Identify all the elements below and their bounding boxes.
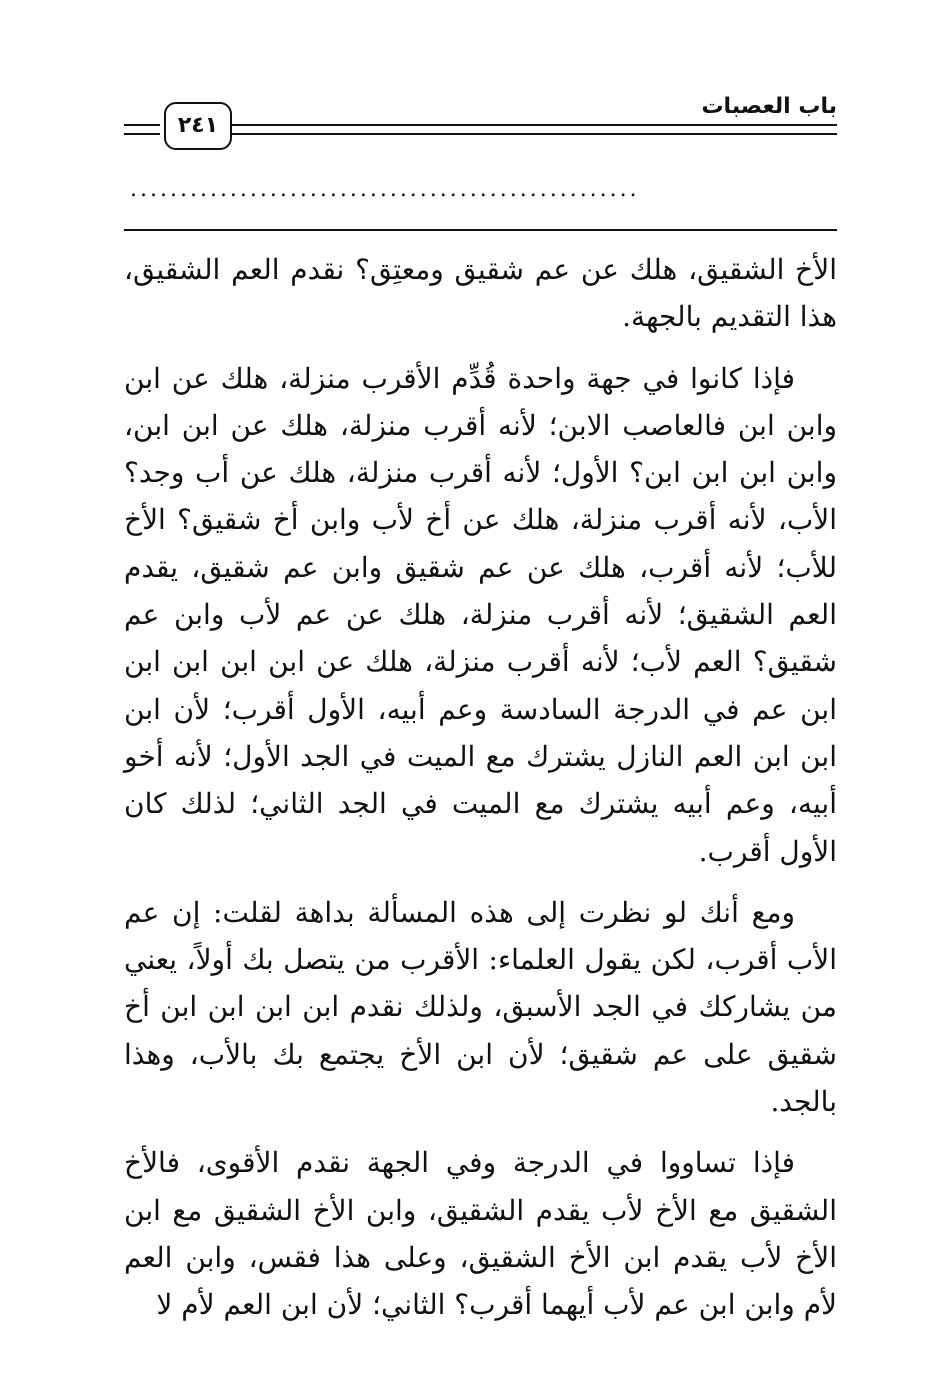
page-header	[124, 92, 837, 152]
paragraph-2: فإذا كانوا في جهة واحدة قُدِّم الأقرب منزلة، هلك عن ابن وابن ابن فالعاصب الابن؛ لأنه أقرب منزلة، هلك عن ابن ابن، وابن ابن ابن ابن؟ الأول؛ لأنه أقرب منزلة، هلك عن أب وجد؟ الأب، لأنه أقرب منزلة، هلك عن أخ لأب وابن أخ شقيق؟ الأخ للأب؛ لأنه أقرب، هلك عن عم شقيق وابن عم شقيق، يقدم العم الشقيق؛ لأنه أقرب منزلة، هلك عن عم لأب وابن عم شقيق؟ العم لأب؛ لأنه أقرب منزلة، هلك عن ابن ابن ابن ابن ابن عم في الدرجة السادسة وعم أبيه، الأول أقرب؛ لأن ابن ابن ابن العم النازل يشترك مع الميت في الجد الأول؛ لأنه أخو أبيه، وعم أبيه يشترك مع الميت في الجد الثاني؛ لذلك كان الأول أقرب.	[124, 361, 837, 868]
paragraph-4: فإذا تساووا في الدرجة وفي الجهة نقدم الأقوى، فالأخ الشقيق مع الأخ لأب يقدم الشقيق، وابن الأخ الشقيق مع ابن الأخ لأب يقدم ابن الأخ الشقيق، وعلى هذا فقس، وابن العم لأم وابن ابن عم لأب أيهما أقرب؟ الثاني؛ لأن ابن العم لأم لا	[124, 1146, 837, 1322]
dotted-separator: ...................................................	[130, 178, 640, 202]
header-rule-left	[124, 124, 160, 135]
running-title: باب العصبات	[693, 92, 837, 122]
page-number: ٢٤١	[164, 102, 232, 150]
paragraph-1: الأخ الشقيق، هلك عن عم شقيق ومعتِق؟ نقدم العم الشقيق، هذا التقديم بالجهة.	[124, 253, 838, 334]
paragraph-3: ومع أنك لو نظرت إلى هذه المسألة بداهة لقلت: إن عم الأب أقرب، لكن يقول العلماء: الأقرب من يتصل بك أولاً، يعني من يشاركك في الجد الأسبق، ولذلك نقدم ابن ابن ابن ابن أخ شقيق على عم شقيق؛ لأن ابن الأخ يجتمع بك بالأب، وهذا بالجد.	[124, 895, 837, 1119]
body-rule	[124, 229, 837, 231]
header-rule-right	[232, 124, 837, 135]
body-text	[124, 246, 837, 1343]
